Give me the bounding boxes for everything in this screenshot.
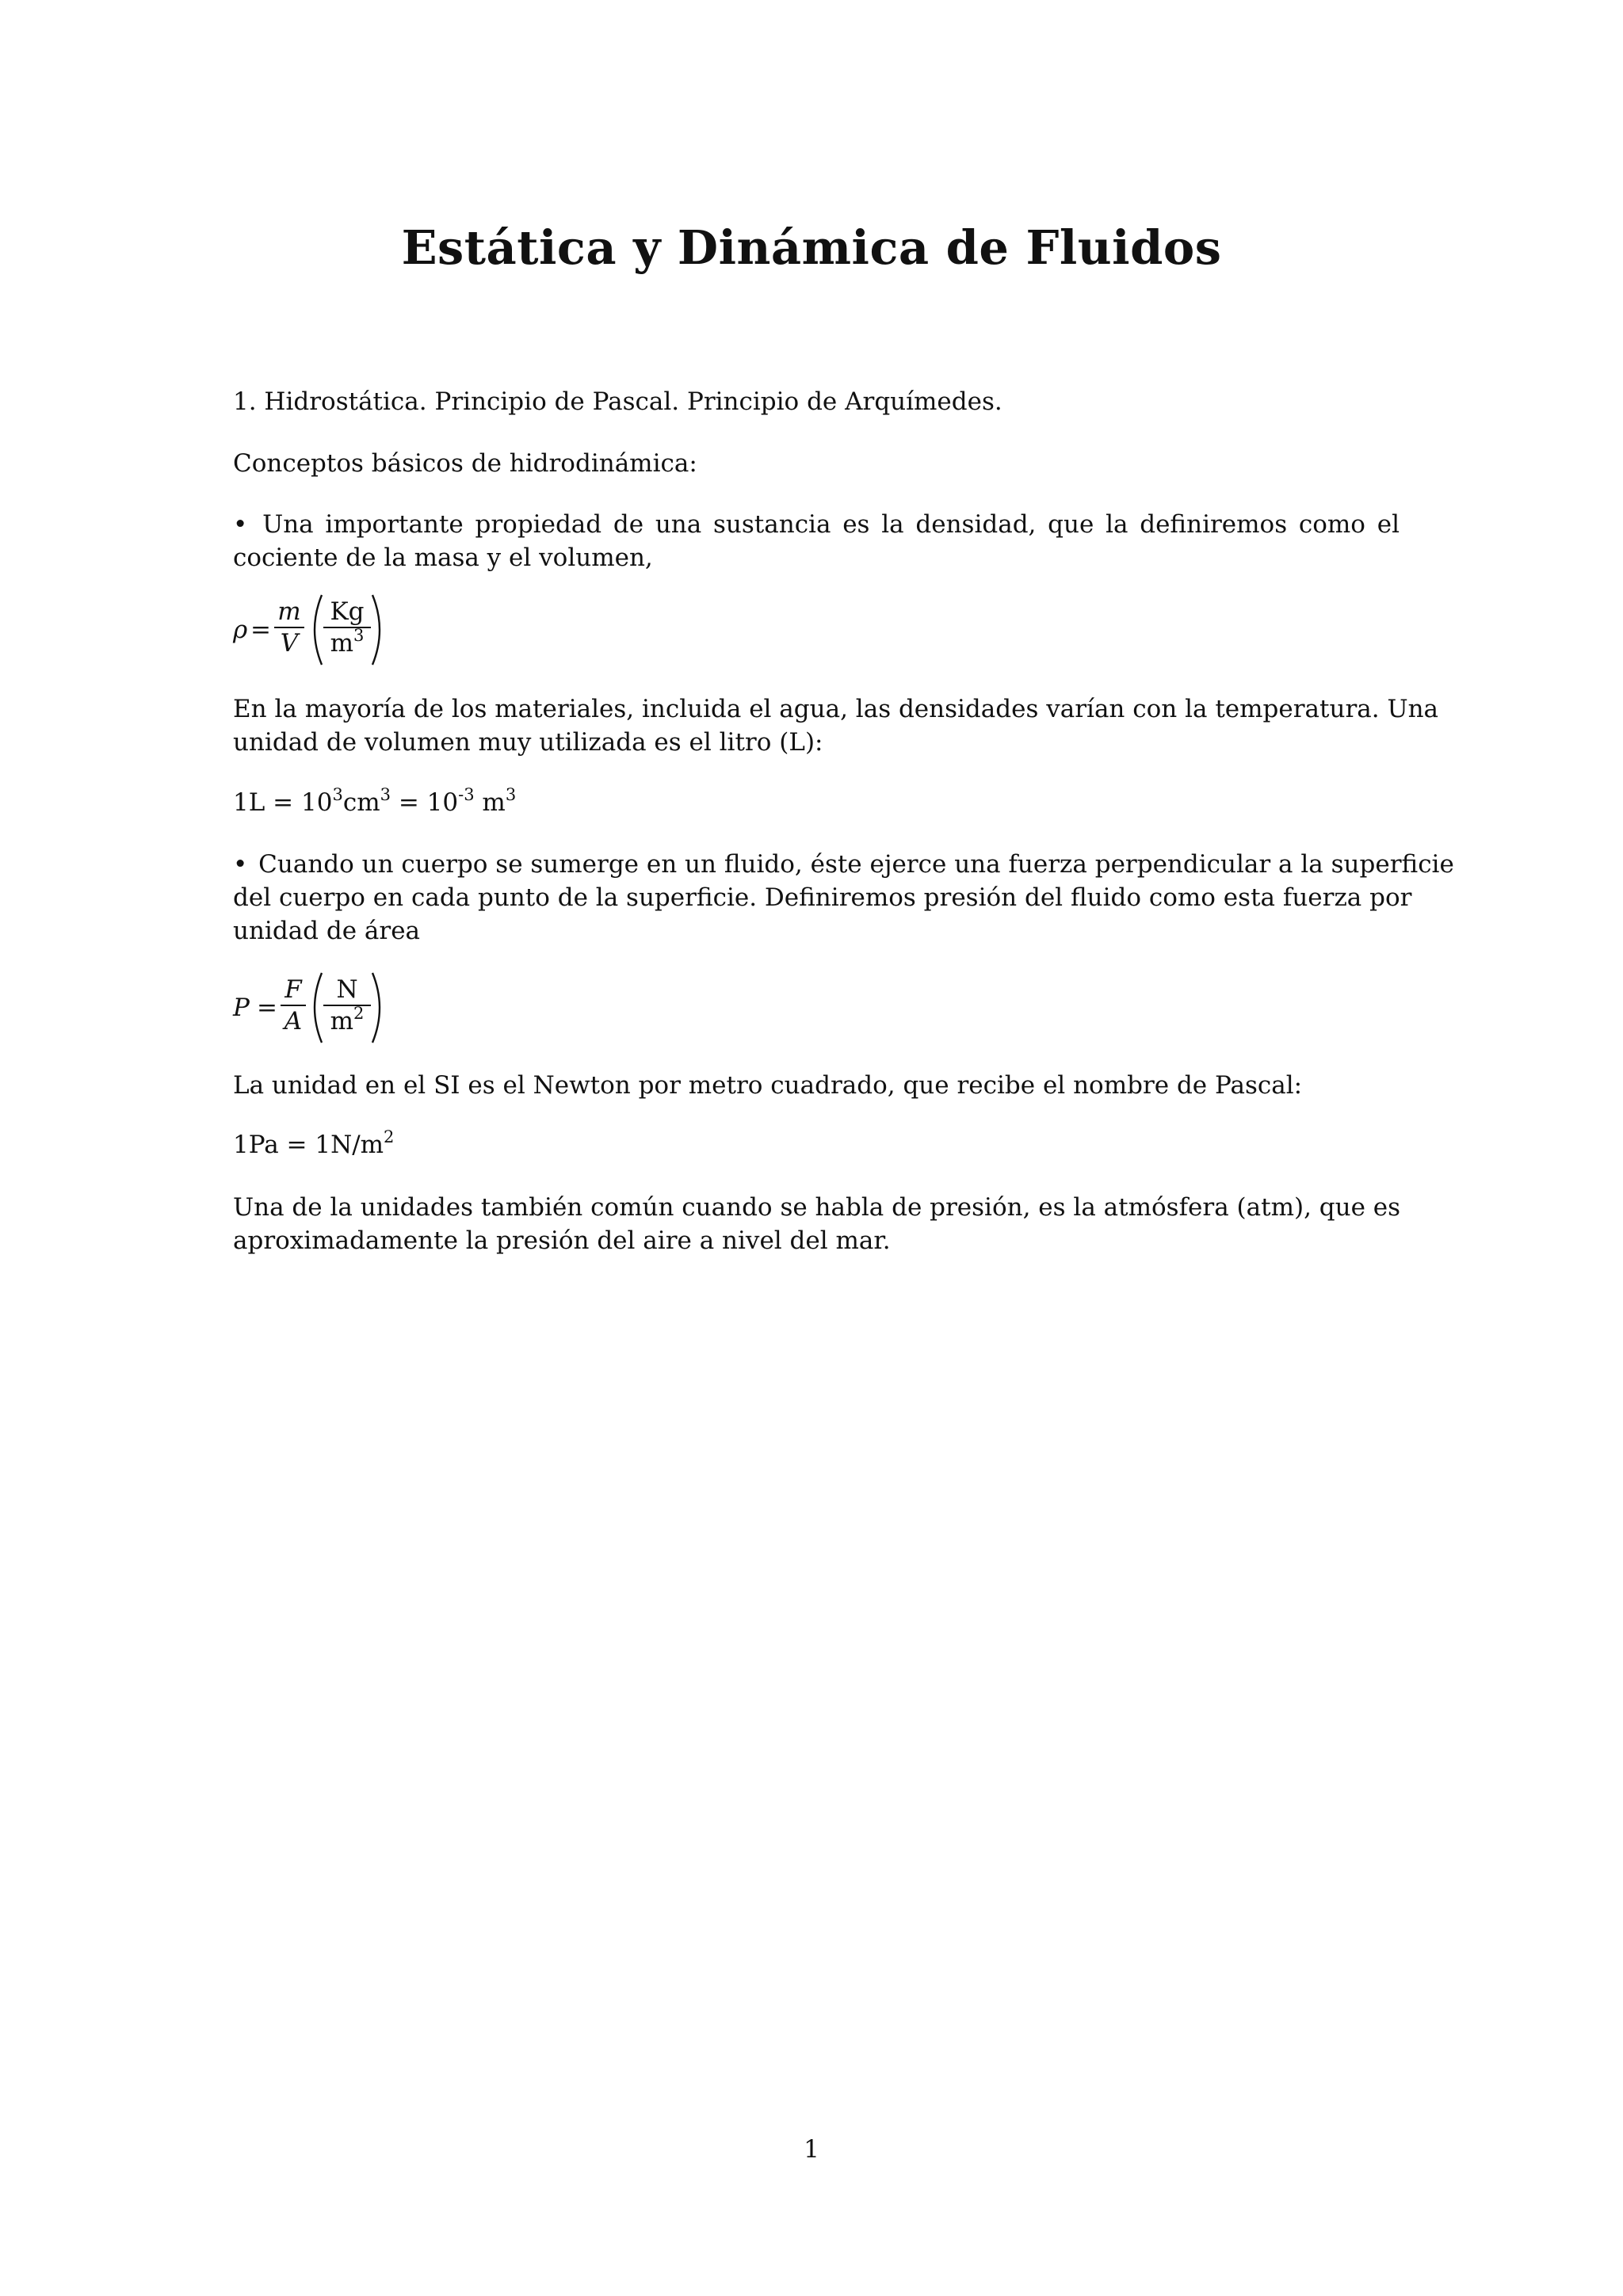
page-title: Estática y Dinámica de Fluidos: [401, 220, 1222, 275]
right-paren-icon: [369, 593, 388, 666]
density-unit-fraction: [323, 597, 371, 658]
unit-exponent: 3: [353, 626, 365, 645]
unit-exponent: 2: [353, 1004, 365, 1023]
atm-line-2: aproximadamente la presión del aire a nivel del mar.: [233, 1226, 891, 1255]
density-unit-denominator: [323, 628, 371, 658]
liter-formula: [233, 785, 517, 817]
equals-sign: =: [257, 994, 277, 1022]
pressure-unit-fraction: [323, 974, 371, 1036]
density-line-2: cociente de la masa y el volumen,: [233, 543, 653, 572]
section-heading-text: 1. Hidrostática. Principio de Pascal. Principio de Arquímedes.: [233, 387, 1002, 416]
liter-formula-part: cm: [342, 788, 380, 817]
liter-formula-part: 1L = 10: [233, 788, 333, 817]
mass-symbol: m: [277, 597, 301, 626]
liter-exponent: 3: [505, 785, 517, 804]
unit-base: m: [330, 629, 354, 658]
si-text: La unidad en el SI es el Newton por metro cuadrado, que recibe el nombre de Pascal:: [233, 1071, 1303, 1100]
pressure-paragraph: [233, 848, 1454, 948]
area-symbol: A: [284, 1007, 303, 1035]
materials-line-1: En la mayoría de los materiales, incluida el agua, las densidades varían con la temperatura. Una: [233, 695, 1439, 723]
liter-exponent: 3: [380, 785, 391, 804]
section-heading: [233, 385, 1400, 418]
pascal-formula-text: 1Pa = 1N/m: [233, 1131, 384, 1159]
liter-formula-part: m: [474, 788, 506, 817]
left-paren-icon: [306, 593, 325, 666]
pressure-line-1: [233, 848, 1454, 881]
liter-exponent: -3: [458, 785, 475, 804]
density-unit-numerator: Kg: [330, 597, 365, 626]
pressure-symbol: P: [233, 994, 250, 1022]
pressure-line-1-text: Cuando un cuerpo se sumerge en un fluido, éste ejerce una fuerza perpendicular a la superficie: [258, 850, 1454, 879]
volume-symbol: V: [280, 629, 299, 658]
atm-line-1: Una de la unidades también común cuando se habla de presión, es la atmósfera (atm), que es: [233, 1193, 1401, 1222]
materials-line-2: unidad de volumen muy utilizada es el litro (L):: [233, 728, 823, 757]
density-formula: [233, 590, 423, 669]
page-number: 1: [804, 2135, 819, 2164]
pressure-line-3: unidad de área: [233, 917, 421, 945]
intro-paragraph: [233, 447, 1400, 480]
force-over-area-fraction: [281, 974, 306, 1036]
pressure-line-2: del cuerpo en cada punto de la superficie. Definiremos presión del fluido como esta fuerza por: [233, 883, 1412, 912]
intro-text: Conceptos básicos de hidrodinámica:: [233, 449, 697, 478]
bullet-icon: •: [233, 510, 248, 539]
unit-base: m: [330, 1007, 354, 1035]
pressure-unit-denominator: [323, 1006, 371, 1036]
si-paragraph: [233, 1069, 1400, 1102]
materials-paragraph: [233, 692, 1439, 759]
force-symbol: F: [285, 975, 302, 1004]
right-paren-icon: [369, 971, 388, 1044]
left-paren-icon: [306, 971, 325, 1044]
density-line-1-text: Una importante propiedad de una sustancia es la densidad, que la definiremos como el: [262, 510, 1400, 539]
pressure-formula: [233, 968, 423, 1047]
equals-sign: =: [250, 616, 271, 644]
liter-exponent: 3: [332, 785, 343, 804]
mass-over-volume-fraction: [274, 597, 304, 658]
atm-paragraph: [233, 1191, 1400, 1257]
bullet-icon: •: [233, 850, 248, 879]
density-paragraph: [233, 508, 1400, 574]
pascal-exponent: 2: [384, 1127, 395, 1146]
pascal-formula: [233, 1127, 395, 1159]
density-line-1: [233, 508, 1400, 541]
density-symbol: ρ: [233, 616, 248, 644]
liter-formula-part: = 10: [390, 788, 459, 817]
pressure-unit-numerator: N: [336, 975, 358, 1004]
